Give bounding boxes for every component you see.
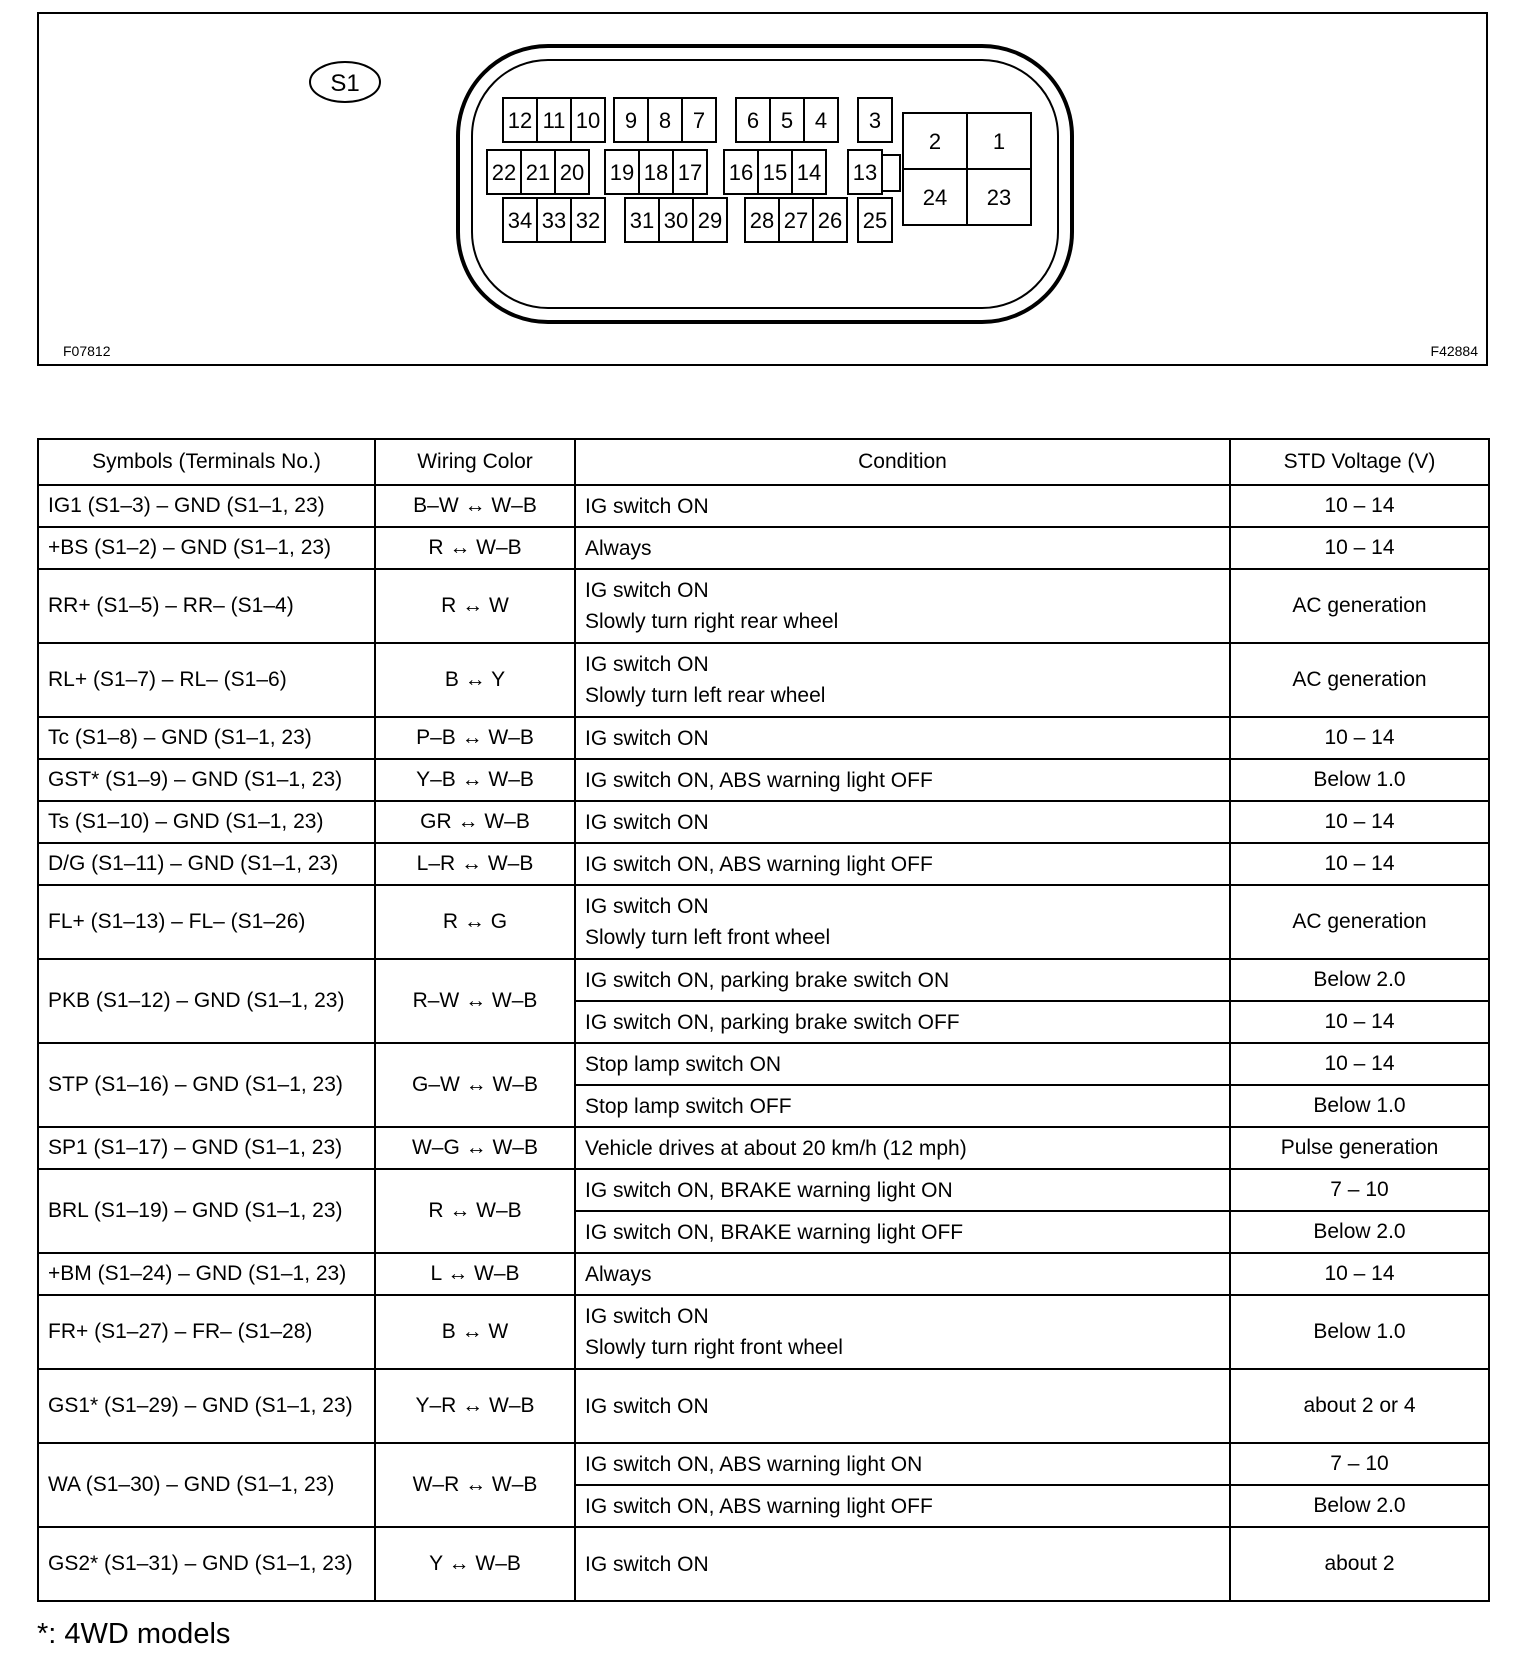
- pin-23: 23: [986, 185, 1012, 210]
- symbol-cell: FL+ (S1–13) – FL– (S1–26): [38, 885, 375, 959]
- table-row: [38, 485, 1489, 527]
- voltage-cell: Below 2.0: [1230, 1211, 1489, 1253]
- wiring-color-cell: B ↔ W: [375, 1295, 575, 1369]
- pin-3: 3: [868, 108, 882, 133]
- condition-text: IG switch ON: [585, 726, 709, 750]
- voltage-cell: AC generation: [1230, 643, 1489, 717]
- condition-text: IG switch ON: [585, 579, 709, 602]
- symbol-cell: PKB (S1–12) – GND (S1–1, 23): [38, 959, 375, 1043]
- wiring-color-cell: R ↔ W–B: [375, 1169, 575, 1253]
- condition-text: IG switch ON: [585, 810, 709, 834]
- voltage-cell: 10 – 14: [1230, 1043, 1489, 1085]
- symbol-cell: Tc (S1–8) – GND (S1–1, 23): [38, 717, 375, 759]
- voltage-cell: Below 2.0: [1230, 959, 1489, 1001]
- table-row: [38, 1127, 1489, 1169]
- symbol-cell: Ts (S1–10) – GND (S1–1, 23): [38, 801, 375, 843]
- wiring-color-cell: R ↔ G: [375, 885, 575, 959]
- condition-text: IG switch ON, ABS warning light OFF: [585, 852, 933, 876]
- connector-diagram: [37, 12, 1488, 366]
- condition-cell: [575, 885, 1230, 959]
- pin-29: 29: [697, 208, 723, 233]
- pin-26: 26: [817, 208, 843, 233]
- condition-cell: [575, 1043, 1230, 1085]
- condition-text: IG switch ON, ABS warning light OFF: [585, 1494, 933, 1518]
- symbol-cell: STP (S1–16) – GND (S1–1, 23): [38, 1043, 375, 1127]
- wiring-color-cell: P–B ↔ W–B: [375, 717, 575, 759]
- condition-cell: [575, 843, 1230, 885]
- header-condition: Condition: [575, 439, 1230, 485]
- condition-text: IG switch ON, BRAKE warning light ON: [585, 1178, 953, 1202]
- voltage-cell: Below 2.0: [1230, 1485, 1489, 1527]
- wiring-color-cell: L–R ↔ W–B: [375, 843, 575, 885]
- table-row: [38, 1295, 1489, 1369]
- condition-text: Stop lamp switch OFF: [585, 1094, 792, 1118]
- symbol-cell: GST* (S1–9) – GND (S1–1, 23): [38, 759, 375, 801]
- figure-code-left: F07812: [63, 343, 111, 359]
- condition-text: Slowly turn right front wheel: [585, 1336, 843, 1359]
- wiring-color-cell: W–R ↔ W–B: [375, 1443, 575, 1527]
- condition-cell: [575, 1169, 1230, 1211]
- pin-14: 14: [796, 160, 822, 185]
- key-slot-box: [882, 155, 900, 191]
- header-symbols: Symbols (Terminals No.): [38, 439, 375, 485]
- symbol-cell: BRL (S1–19) – GND (S1–1, 23): [38, 1169, 375, 1253]
- condition-cell: [575, 1001, 1230, 1043]
- condition-text: Always: [585, 536, 652, 560]
- symbol-cell: +BS (S1–2) – GND (S1–1, 23): [38, 527, 375, 569]
- table-row: [38, 1443, 1489, 1485]
- pin-17: 17: [677, 160, 703, 185]
- table-header-row: [38, 439, 1489, 485]
- condition-cell: [575, 643, 1230, 717]
- voltage-cell: Below 1.0: [1230, 1295, 1489, 1369]
- condition-text: IG switch ON: [585, 653, 709, 676]
- table-row: [38, 527, 1489, 569]
- voltage-cell: AC generation: [1230, 885, 1489, 959]
- pin-15: 15: [762, 160, 788, 185]
- wiring-color-cell: L ↔ W–B: [375, 1253, 575, 1295]
- connector-drawing: [39, 14, 1486, 364]
- condition-text: IG switch ON, parking brake switch OFF: [585, 1010, 960, 1034]
- condition-text: Always: [585, 1262, 652, 1286]
- condition-cell: [575, 1295, 1230, 1369]
- pin-2: 2: [928, 129, 942, 154]
- symbol-cell: WA (S1–30) – GND (S1–1, 23): [38, 1443, 375, 1527]
- condition-cell: [575, 1253, 1230, 1295]
- connector-label: S1: [330, 70, 360, 97]
- pin-32: 32: [575, 208, 601, 233]
- pin-4: 4: [814, 108, 828, 133]
- pin-1: 1: [992, 129, 1006, 154]
- footnote: *: 4WD models: [37, 1618, 231, 1650]
- condition-cell: [575, 1369, 1230, 1443]
- condition-cell: [575, 569, 1230, 643]
- condition-text: IG switch ON: [585, 1305, 709, 1328]
- header-std-voltage: STD Voltage (V): [1230, 439, 1489, 485]
- terminal-voltage-table: [37, 438, 1490, 1602]
- condition-text: Slowly turn right rear wheel: [585, 610, 839, 633]
- table-row: [38, 1527, 1489, 1601]
- symbol-cell: GS2* (S1–31) – GND (S1–1, 23): [38, 1527, 375, 1601]
- condition-cell: [575, 801, 1230, 843]
- table-row: [38, 569, 1489, 643]
- table-row: [38, 1169, 1489, 1211]
- wiring-color-cell: W–G ↔ W–B: [375, 1127, 575, 1169]
- condition-text: IG switch ON: [585, 895, 709, 918]
- table-row: [38, 1043, 1489, 1085]
- header-wiring-color: Wiring Color: [375, 439, 575, 485]
- pin-21: 21: [525, 160, 551, 185]
- pin-33: 33: [541, 208, 567, 233]
- table-row: [38, 843, 1489, 885]
- condition-cell: [575, 1443, 1230, 1485]
- voltage-cell: AC generation: [1230, 569, 1489, 643]
- condition-cell: [575, 1527, 1230, 1601]
- voltage-cell: Below 1.0: [1230, 759, 1489, 801]
- wiring-color-cell: Y ↔ W–B: [375, 1527, 575, 1601]
- symbol-cell: SP1 (S1–17) – GND (S1–1, 23): [38, 1127, 375, 1169]
- pin-grid: [487, 98, 1031, 242]
- symbol-cell: D/G (S1–11) – GND (S1–1, 23): [38, 843, 375, 885]
- pin-31: 31: [629, 208, 655, 233]
- voltage-cell: 10 – 14: [1230, 527, 1489, 569]
- condition-cell: [575, 717, 1230, 759]
- pin-12: 12: [507, 108, 533, 133]
- table-row: [38, 801, 1489, 843]
- figure-code-right: F42884: [1430, 343, 1478, 359]
- wiring-color-cell: R ↔ W–B: [375, 527, 575, 569]
- wiring-color-cell: GR ↔ W–B: [375, 801, 575, 843]
- condition-text: IG switch ON: [585, 1394, 709, 1418]
- pin-6: 6: [746, 108, 760, 133]
- pin-22: 22: [491, 160, 517, 185]
- symbol-cell: +BM (S1–24) – GND (S1–1, 23): [38, 1253, 375, 1295]
- voltage-cell: Pulse generation: [1230, 1127, 1489, 1169]
- voltage-cell: 10 – 14: [1230, 485, 1489, 527]
- pin-8: 8: [658, 108, 672, 133]
- voltage-cell: Below 1.0: [1230, 1085, 1489, 1127]
- voltage-cell: 7 – 10: [1230, 1443, 1489, 1485]
- pin-34: 34: [507, 208, 533, 233]
- table-row: [38, 1369, 1489, 1443]
- condition-cell: [575, 759, 1230, 801]
- pin-9: 9: [624, 108, 638, 133]
- table-row: [38, 717, 1489, 759]
- wiring-color-cell: B ↔ Y: [375, 643, 575, 717]
- voltage-cell: 10 – 14: [1230, 843, 1489, 885]
- voltage-cell: 7 – 10: [1230, 1169, 1489, 1211]
- pin-19: 19: [609, 160, 635, 185]
- wiring-color-cell: R ↔ W: [375, 569, 575, 643]
- wiring-color-cell: Y–B ↔ W–B: [375, 759, 575, 801]
- pin-30: 30: [663, 208, 689, 233]
- pin-25: 25: [862, 208, 888, 233]
- table-row: [38, 885, 1489, 959]
- symbol-cell: IG1 (S1–3) – GND (S1–1, 23): [38, 485, 375, 527]
- table-row: [38, 1253, 1489, 1295]
- pin-27: 27: [783, 208, 809, 233]
- pin-28: 28: [749, 208, 775, 233]
- condition-cell: [575, 1211, 1230, 1253]
- condition-cell: [575, 959, 1230, 1001]
- condition-cell: [575, 1485, 1230, 1527]
- wiring-color-cell: B–W ↔ W–B: [375, 485, 575, 527]
- pin-5: 5: [780, 108, 794, 133]
- pin-18: 18: [643, 160, 669, 185]
- condition-text: IG switch ON: [585, 494, 709, 518]
- condition-cell: [575, 485, 1230, 527]
- condition-text: Slowly turn left rear wheel: [585, 684, 826, 707]
- voltage-cell: about 2 or 4: [1230, 1369, 1489, 1443]
- condition-text: IG switch ON, BRAKE warning light OFF: [585, 1220, 964, 1244]
- condition-cell: [575, 1127, 1230, 1169]
- condition-text: IG switch ON, ABS warning light OFF: [585, 768, 933, 792]
- wiring-color-cell: R–W ↔ W–B: [375, 959, 575, 1043]
- voltage-cell: 10 – 14: [1230, 801, 1489, 843]
- table-row: [38, 759, 1489, 801]
- pin-20: 20: [559, 160, 585, 185]
- voltage-cell: 10 – 14: [1230, 717, 1489, 759]
- voltage-cell: 10 – 14: [1230, 1001, 1489, 1043]
- pin-16: 16: [728, 160, 754, 185]
- condition-text: Vehicle drives at about 20 km/h (12 mph): [585, 1136, 967, 1160]
- pin-24: 24: [922, 185, 948, 210]
- voltage-cell: 10 – 14: [1230, 1253, 1489, 1295]
- pin-13: 13: [852, 160, 878, 185]
- pin-7: 7: [692, 108, 706, 133]
- pin-10: 10: [575, 108, 601, 133]
- symbol-cell: FR+ (S1–27) – FR– (S1–28): [38, 1295, 375, 1369]
- wiring-color-cell: Y–R ↔ W–B: [375, 1369, 575, 1443]
- symbol-cell: RR+ (S1–5) – RR– (S1–4): [38, 569, 375, 643]
- condition-cell: [575, 527, 1230, 569]
- symbol-cell: GS1* (S1–29) – GND (S1–1, 23): [38, 1369, 375, 1443]
- condition-cell: [575, 1085, 1230, 1127]
- condition-text: IG switch ON, parking brake switch ON: [585, 968, 950, 992]
- table-row: [38, 643, 1489, 717]
- table-row: [38, 959, 1489, 1001]
- pin-11: 11: [542, 108, 566, 133]
- condition-text: Slowly turn left front wheel: [585, 926, 831, 949]
- condition-text: IG switch ON: [585, 1552, 709, 1576]
- symbol-cell: RL+ (S1–7) – RL– (S1–6): [38, 643, 375, 717]
- wiring-color-cell: G–W ↔ W–B: [375, 1043, 575, 1127]
- condition-text: IG switch ON, ABS warning light ON: [585, 1452, 923, 1476]
- voltage-cell: about 2: [1230, 1527, 1489, 1601]
- condition-text: Stop lamp switch ON: [585, 1052, 782, 1076]
